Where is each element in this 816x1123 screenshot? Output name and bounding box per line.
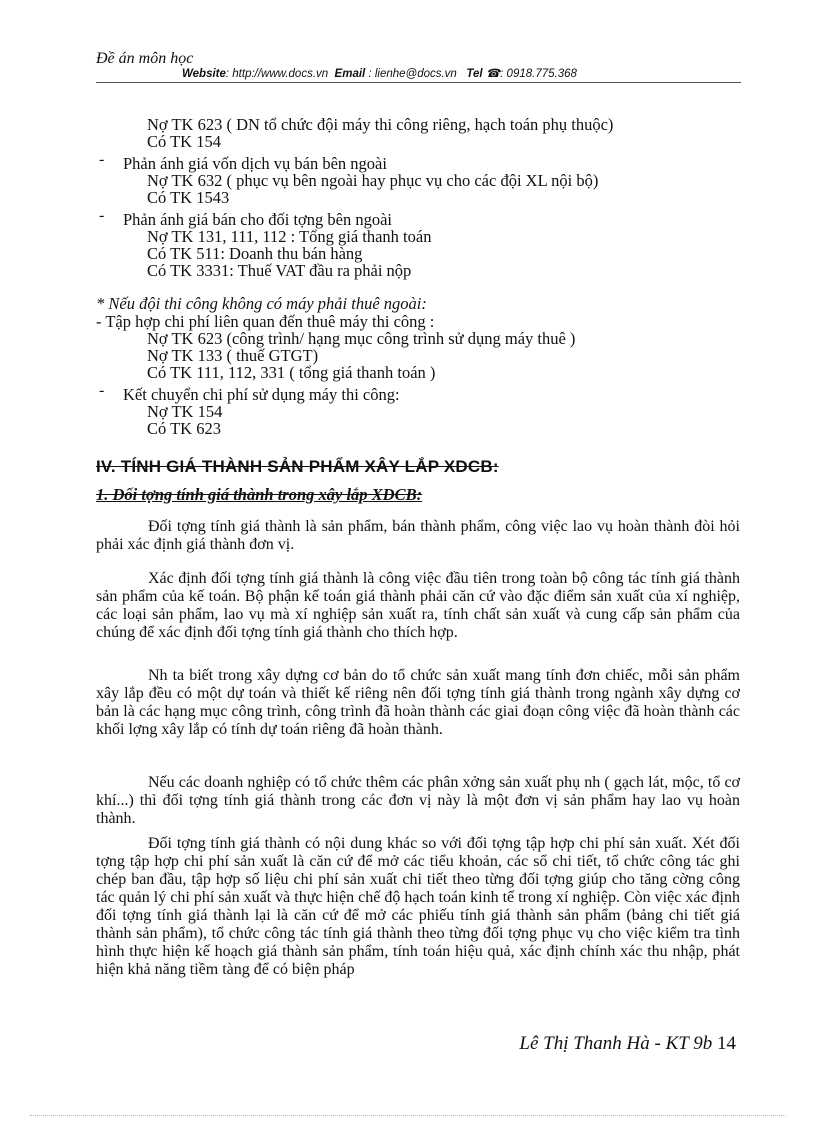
email-label: Email bbox=[334, 68, 366, 80]
entry-line: Có TK 111, 112, 331 ( tổng giá thanh toán ) bbox=[147, 363, 436, 382]
entry-line: - Tập hợp chi phí liên quan đến thuê máy thi công : bbox=[96, 312, 435, 331]
subsection-heading: 1. Đối tợng tính giá thành trong xây lắp XDCB: bbox=[96, 485, 423, 504]
email-value: : lienhe@docs.vn bbox=[368, 68, 457, 80]
entry-line: Phản ánh giá vốn dịch vụ bán bên ngoài bbox=[123, 154, 387, 173]
bullet-icon: - bbox=[99, 207, 105, 224]
entry-line: Có TK 623 bbox=[147, 419, 221, 438]
section-heading: IV. TÍNH GIÁ THÀNH SẢN PHẨM XÂY LẮP XDCB: bbox=[96, 457, 499, 476]
bullet-icon: - bbox=[99, 382, 105, 399]
header-contact bbox=[182, 66, 577, 80]
header-divider bbox=[96, 82, 741, 83]
entry-line: Kết chuyển chi phí sử dụng máy thi công: bbox=[123, 385, 400, 404]
footer-author: Lê Thị Thanh Hà - KT 9b bbox=[519, 1033, 713, 1054]
footer bbox=[519, 1033, 736, 1055]
bullet-icon: - bbox=[99, 151, 105, 168]
entry-line: Có TK 1543 bbox=[147, 188, 230, 207]
entry-line: Có TK 154 bbox=[147, 132, 221, 151]
header-title: Đề án môn học bbox=[96, 50, 194, 67]
paragraph: Xác định đối tợng tính giá thành là công việc đầu tiên trong toàn bộ công tác tính giá thành sản phẩm của kế toán. Bộ phận kế toán giá thành phải căn cứ vào đặc điểm sản xuất của xí nghiệp, các loại sản phẩm, lao vụ mà xí nghiệp sản xuất ra, tính chất sản xuất và cung cấp sản phẩm của chúng để xác định đối tợng tính giá thành cho thích hợp. bbox=[96, 570, 740, 641]
phone-icon: ☎ bbox=[485, 68, 501, 80]
entry-line: Có TK 511: Doanh thu bán hàng bbox=[147, 244, 363, 263]
note-line: * Nếu đội thi công không có máy phải thuê ngoài: bbox=[96, 294, 427, 313]
entry-line: Nợ TK 154 bbox=[147, 402, 223, 421]
entry-line: Nợ TK 133 ( thuế GTGT) bbox=[147, 346, 319, 365]
paragraph: Đối tợng tính giá thành là sản phẩm, bán thành phẩm, công việc lao vụ hoàn thành đòi hỏi phải xác định giá thành đơn vị. bbox=[96, 518, 740, 553]
website-label: Website bbox=[182, 68, 226, 80]
entry-line: Phản ánh giá bán cho đối tợng bên ngoài bbox=[123, 210, 393, 229]
website-value: : http://www.docs.vn bbox=[225, 68, 329, 80]
page-number: 14 bbox=[717, 1033, 736, 1054]
entry-line: Nợ TK 623 (công trình/ hạng mục công trình sử dụng máy thuê ) bbox=[147, 329, 576, 348]
entry-line: Nợ TK 623 ( DN tổ chức đội máy thi công riêng, hạch toán phụ thuộc) bbox=[147, 115, 614, 134]
paragraph: Đối tợng tính giá thành có nội dung khác so với đối tợng tập hợp chi phí sản xuất. Xét đối tợng tập hợp chi phí sản xuất là căn cứ để mở các tiểu khoản, các sổ chi tiết, tổ chức công tác ghi chép ban đầu, tập hợp số liệu chi phí sản xuất chi tiết theo từng đối tợng giúp cho tăng cờng công tác quản lý chi phí sản xuất và thực hiện chế độ hạch toán kinh tế trong xí nghiệp. Còn việc xác định đối tợng tính giá thành lại là căn cứ để mở các phiếu tính giá thành sản phẩm (bảng chi tiết giá thành sản phẩm), tổ chức công tác tính giá thành theo từng đối tợng phục vụ cho việc kiểm tra tình hình thực hiện kế hoạch giá thành sản phẩm, tính toán hiệu quả, xác định chính xác thu nhập, phát hiện khả năng tiềm tàng để có biện pháp bbox=[96, 835, 740, 978]
entry-line: Nợ TK 131, 111, 112 : Tổng giá thanh toán bbox=[147, 227, 432, 246]
entry-line: Có TK 3331: Thuế VAT đầu ra phải nộp bbox=[147, 261, 412, 280]
tel-label: Tel bbox=[466, 68, 483, 80]
paragraph: Nh ta biết trong xây dựng cơ bản do tổ chức sản xuất mang tính đơn chiếc, mỗi sản phẩm xây lắp đều có một dự toán và thiết kế riêng nên đối tợng tính giá thành trong ngành xây dựng cơ bản là các hạng mục công trình, công trình đã hoàn thành các giai đoạn công việc đã hoàn thành các khối lợng xây lắp có tính dự toán riêng đã hoàn thành. bbox=[96, 667, 740, 738]
page-bottom-border bbox=[30, 1115, 786, 1116]
paragraph: Nếu các doanh nghiệp có tổ chức thêm các phân xởng sản xuất phụ nh ( gạch lát, mộc, tổ cơ khí...) thì đối tợng tính giá thành trong các đơn vị này là một đơn vị sản phẩm hay lao vụ hoàn thành. bbox=[96, 774, 740, 827]
tel-value: : 0918.775.368 bbox=[500, 68, 577, 80]
entry-line: Nợ TK 632 ( phục vụ bên ngoài hay phục vụ cho các đội XL nội bộ) bbox=[147, 171, 599, 190]
